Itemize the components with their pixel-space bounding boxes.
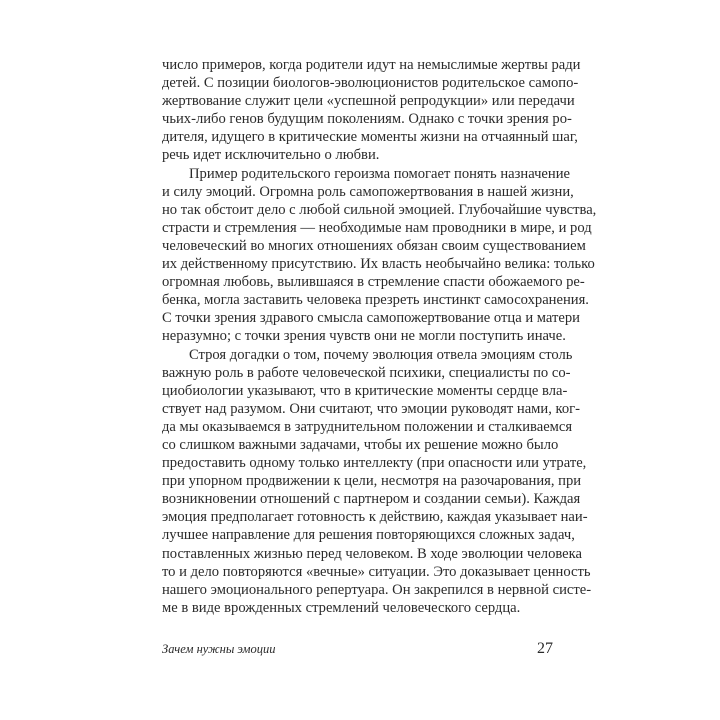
paragraph xyxy=(162,56,581,165)
text-line: циобиологии указывают, что в критические моменты сердце вла- xyxy=(162,382,568,399)
paragraph xyxy=(162,165,597,346)
body-text xyxy=(162,56,597,617)
text-line: эмоция предполагает готовность к действию, каждая указывает наи- xyxy=(162,509,588,526)
text-line: человеческий во многих отношениях обязан своим существованием xyxy=(162,237,586,254)
page-number: 27 xyxy=(537,640,553,657)
text-line: жертвование служит цели «успешной репродукции» или передачи xyxy=(162,93,575,110)
text-line: и силу эмоций. Огромна роль самопожертвования в нашей жизни, xyxy=(162,183,574,200)
text-line: ствует над разумом. Они считают, что эмоции руководят нами, ког- xyxy=(162,400,581,417)
text-line: лучшее направление для решения повторяющихся сложных задач, xyxy=(162,527,575,544)
text-line: чьих-либо генов будущим поколениям. Однако с точки зрения ро- xyxy=(162,111,572,128)
text-line: С точки зрения здравого смысла самопожертвование отца и матери xyxy=(162,310,580,327)
text-line: страсти и стремления — необходимые нам проводники в мире, и род xyxy=(162,219,592,236)
text-line: да мы оказываемся в затруднительном положении и сталкиваемся xyxy=(162,418,573,435)
text-line: возникновении отношений с партнером и создании семьи). Каждая xyxy=(162,491,581,508)
text-line: дителя, идущего в критические моменты жизни на отчаянный шаг, xyxy=(162,129,578,146)
text-line: то и дело повторяются «вечные» ситуации. Это доказывает ценность xyxy=(162,563,591,580)
running-title: Зачем нужны эмоции xyxy=(162,642,276,656)
text-line: поставленных жизнью перед человеком. В ходе эволюции человека xyxy=(162,545,583,562)
text-line: бенка, могла заставить человека презреть инстинкт самосохранения. xyxy=(162,292,589,309)
text-line: детей. С позиции биологов-эволюционистов родительское самопо- xyxy=(162,75,579,92)
text-line: при упорном продвижении к цели, несмотря на разочарования, при xyxy=(162,473,582,490)
text-line: со слишком важными задачами, чтобы их решение можно было xyxy=(162,436,559,453)
paragraph xyxy=(162,346,592,617)
page-footer xyxy=(162,640,553,660)
text-line: важную роль в работе человеческой психики, специалисты по со- xyxy=(162,364,571,381)
text-line: их действенному присутствию. Их власть необычайно велика: только xyxy=(162,256,595,273)
text-line: речь идет исключительно о любви. xyxy=(162,147,380,164)
text-line: Строя догадки о том, почему эволюция отвела эмоциям столь xyxy=(189,346,573,363)
text-line: нашего эмоционального репертуара. Он закрепился в нервной систе- xyxy=(162,581,592,598)
text-line: Пример родительского героизма помогает понять назначение xyxy=(189,165,570,182)
text-line: неразумно; с точки зрения чувств они не могли поступить иначе. xyxy=(162,328,566,345)
text-line: число примеров, когда родители идут на немыслимые жертвы ради xyxy=(162,57,581,73)
text-line: огромная любовь, вылившаяся в стремление спасти обожаемого ре- xyxy=(162,274,585,291)
text-line: но так обстоит дело с любой сильной эмоцией. Глубочайшие чувства, xyxy=(162,201,597,218)
text-line: ме в виде врожденных стремлений человеческого сердца. xyxy=(162,599,521,616)
text-line: предоставить одному только интеллекту (при опасности или утрате, xyxy=(162,455,587,472)
